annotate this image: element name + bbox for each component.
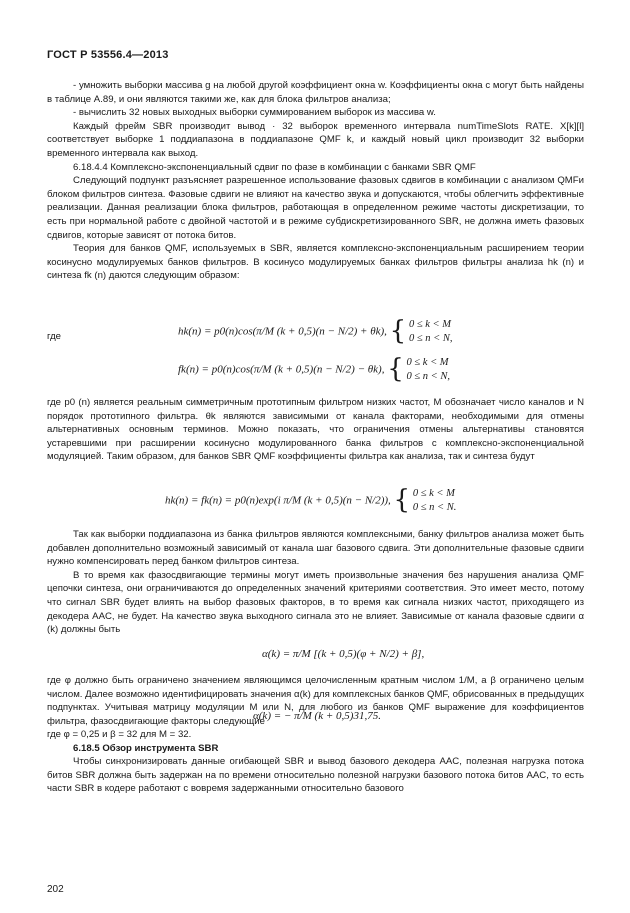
paragraph: В то время как фазосдвигающие термины могут иметь произвольные значения без нарушения анализа QMF цепочки синтеза, они ограничиваются до определенных значений критериями соответствия. Это имеет место, потому что сигнал SBR будет влиять на выбор фазовых факторов, в то время как сигнала низких частот, приходящего из декодера AAC, не будет. На качество звука выходного сигнала это не влияет. Зависимые от канала фазовые сдвиги α (k) должны быть (47, 569, 584, 636)
where-label: где (47, 331, 62, 342)
formula-phase-values (253, 710, 381, 724)
condition: 0 ≤ n < N, (408, 333, 453, 344)
formula-conditions (413, 487, 456, 515)
formula-phase-shift (262, 648, 424, 662)
paragraph: Так как выборки поддиапазона из банка фильтров являются комплексными, банку фильтров анализа может быть добавлен дополнительно возможный зависимый от канала шаг базового сдвига. Эти дополнительные фазовые сдвиги нужно компенсировать перед банком фильтров синтеза. (47, 529, 584, 568)
formula-conditions (409, 318, 452, 346)
page-number: 202 (47, 884, 64, 895)
formula-expression: fk(n) = p0(n)cos(π/M (k + 0,5)(n − N/2) − θk), (178, 363, 385, 376)
condition: 0 ≤ k < M (412, 488, 455, 499)
formula-expression: α(k) = π/M [(k + 0,5)(φ + N/2) + β], (262, 648, 425, 660)
paragraph: - вычислить 32 новых выходных выборки суммированием выборок из массива w. (73, 107, 436, 119)
formula-expression: hk(n) = fk(n) = p0(n)exp(i π/M (k + 0,5)(n − N/2)), (165, 494, 391, 507)
paragraph: где φ = 0,25 и β = 32 для M = 32. (47, 729, 192, 740)
paragraph: Следующий подпункт разъясняет разрешенное использование фазовых сдвигов в комбинации с анализом QMFи блоком фильтров синтеза. Фазовые сдвиги не влияют на качество звука и допускаются, чтобы облегчить эффективные реализации. Данная реализации блока фильтров, работающая в определенном режиме частоты дискретизации, то есть при нормальной работе с двойной частотой и в режиме субдискретизированного SBR, не должна иметь фазовых сдвигов, которые зависят от потока битов. (47, 175, 584, 241)
paragraph: где φ должно быть ограничено значением являющимся целочисленным кратным числом 1/M, а β ограничено целым числом. Далее возможно идентифицировать значения α(k) для комплексных банков QMF, обрисованных в предыдущих подпунктах. Учитывая матрицу модуляции M или N, для любого из банков QMF выражение для коэффициентов фильтра, фазосдвигающие факторы следующие (47, 675, 584, 727)
formula-expression: hk(n) = p0(n)cos(π/M (k + 0,5)(n − N/2) + θk), (178, 325, 387, 338)
text-block-3 (47, 528, 584, 637)
paragraph: где p0 (n) является реальным симметричным прототипным фильтром низких частот, M обозначает число каналов и N порядок прототипного фильтра. θk являются зависимыми от канала факторами, необходимыми для отмены альтернативных основным терминов. Можно показать, что ограничения отмены альтернативы становятся устаревшими при расширении косинусно модулированного банка фильтров с комплексно-экспоненциальной модуляцией. Таким образом, для банков SBR QMF коэффициенты фильтра как анализа, так и синтеза будут (47, 397, 584, 463)
condition: 0 ≤ k < M (406, 357, 449, 368)
brace: { (389, 316, 407, 347)
section-heading: 6.18.5 Обзор инструмента SBR (73, 742, 219, 754)
text-block-1 (47, 79, 584, 283)
text-block-2 (47, 396, 584, 464)
condition: 0 ≤ n < N. (412, 502, 457, 513)
formula-expression: α(k) = − π/M (k + 0,5)31,75. (253, 710, 381, 722)
condition: 0 ≤ n < N, (406, 371, 450, 382)
paragraph: Чтобы синхронизировать данные огибающей SBR и вывод базового декодера AAC, полезная нагрузка потока битов SBR должна быть задержан на по времени относительно полезной нагрузки базового потока битов AAC, то есть части SBR в кодере работают с вовремя задержанными относительно базового (47, 756, 584, 795)
formula-complex-filter (165, 487, 456, 515)
paragraph: Каждый фрейм SBR производит вывод · 32 выборок временного интервала numTimeSlots RATE. X[k][l] соответствует выборке 1 поддиапазона в поддиапазоне QMF k, и каждый новый цикл производит 32 выборки временного интервала как выход. (47, 120, 584, 159)
brace: { (393, 485, 411, 516)
document-header: ГОСТ Р 53556.4—2013 (47, 49, 169, 61)
brace: { (387, 354, 404, 385)
paragraph: - умножить выборки массива g на любой другой коэффициент окна w. Коэффициенты окна c могут быть найдены в таблице А.89, и они являются такими же, как для блока фильтров анализа; (47, 80, 584, 105)
section-heading: 6.18.4.4 Комплексно-экспоненциальный сдвиг по фазе в комбинации с банками SBR QMF (73, 161, 476, 173)
text-block-5 (47, 728, 584, 796)
formula-analysis-filter (178, 318, 452, 346)
formula-conditions (407, 356, 450, 384)
formula-synthesis-filter (178, 356, 450, 384)
condition: 0 ≤ k < M (408, 319, 451, 330)
paragraph: Теория для банков QMF, используемых в SBR, является комплексно-экспоненциальным расширением теории косинусно модулируемых банков фильтров. В косинусо модулируемых банках фильтров фильтры анализа hk (n) и синтеза fk (n) даются следующим образом: (47, 243, 584, 282)
